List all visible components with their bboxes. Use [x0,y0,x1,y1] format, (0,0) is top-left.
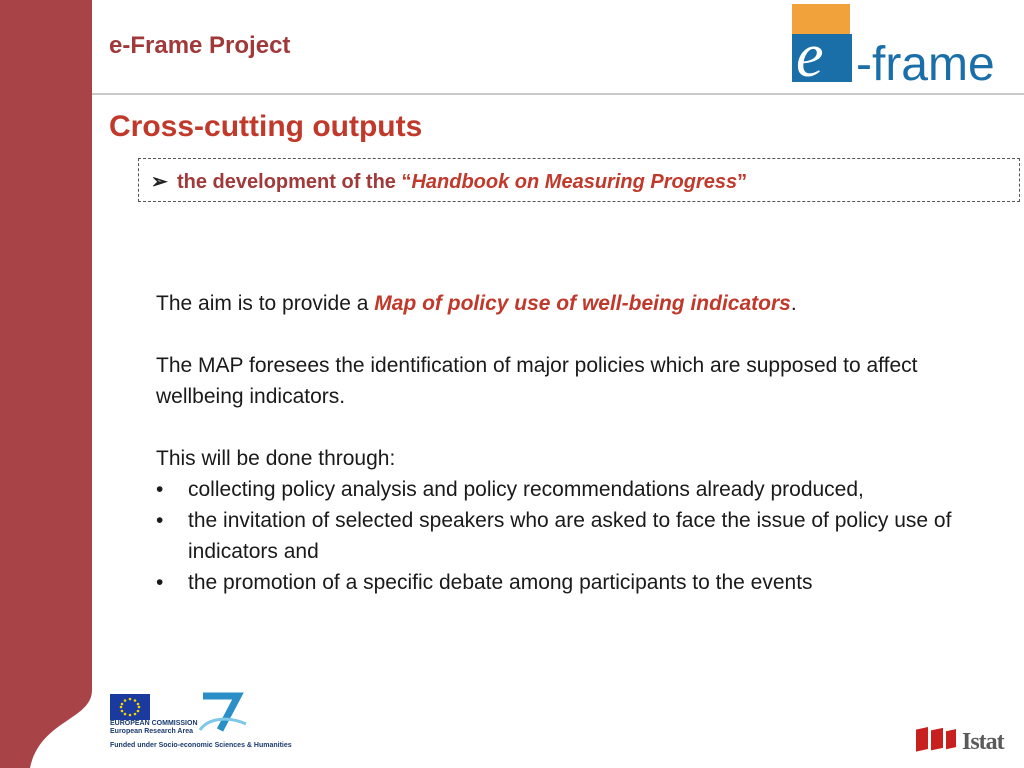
aim-paragraph: The aim is to provide a Map of policy use of well-being indicators. [156,292,797,315]
body-text [156,288,976,598]
list-item: • collecting policy analysis and policy recommendations already produced, [156,478,864,501]
istat-logo [914,724,960,754]
list-item: • the promotion of a specific debate among participants to the events [156,571,813,594]
eu-caption: EUROPEAN COMMISSION European Research Area Funded under Socio-economic Sciences & Humanities [110,720,292,749]
header-title: e-Frame Project [109,32,291,59]
istat-wordmark: Istat [962,729,1004,755]
list-item: • the invitation of selected speakers who are asked to face the issue of policy use of indicators and [156,509,952,563]
callout-box [138,158,1020,202]
side-band [0,0,92,768]
map-paragraph: The MAP foresees the identification of major policies which are supposed to affect wellbeing indicators. [156,354,918,408]
handbook-title: Handbook on Measuring Progress [411,171,738,193]
through-paragraph: This will be done through: [156,447,396,470]
arrow-bullet-icon: ➢ [151,171,168,193]
slide-title: Cross-cutting outputs [109,110,423,143]
bullet-list [156,474,976,598]
svg-text:-frame: -frame [856,38,995,91]
map-emphasis: Map of policy use of well-being indicators [374,292,791,315]
header-divider [92,93,1024,95]
e-frame-logo [788,4,1018,96]
callout-text: ➢ the development of the “Handbook on Measuring Progress” [151,171,748,193]
svg-text:e: e [796,22,824,90]
